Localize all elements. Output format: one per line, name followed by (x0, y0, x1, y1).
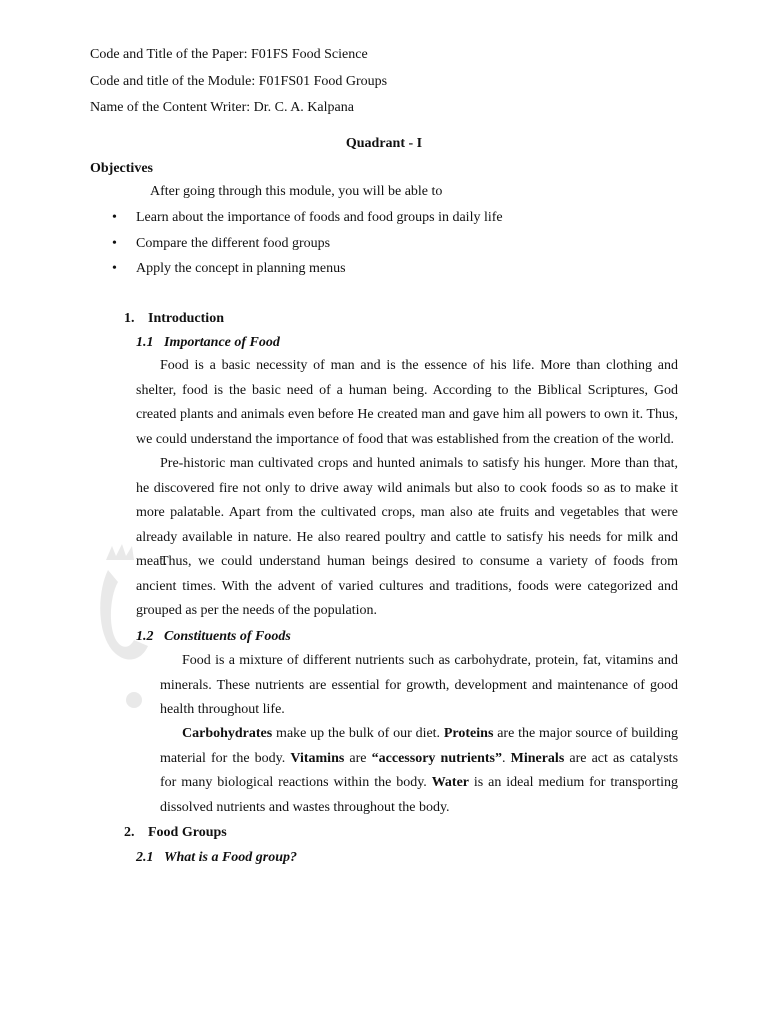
bullet-icon: • (112, 261, 117, 276)
term-water: Water (431, 775, 470, 791)
term-accessory-nutrients: “accessory nutrients” (371, 750, 502, 766)
term-minerals: Minerals (510, 750, 565, 766)
text-water: is an ideal medium for transporting dissolved nutrients and wastes throughout the body. (160, 775, 679, 815)
section-number: 1. (124, 311, 135, 326)
module-title-line: Code and title of the Module: F01FS01 Food Groups (90, 74, 388, 89)
section-title: Introduction (148, 311, 224, 326)
term-carbohydrates: Carbohydrates (182, 726, 273, 741)
bullet-icon: • (112, 236, 117, 251)
objective-item: Apply the concept in planning menus (136, 261, 346, 276)
objective-item: Compare the different food groups (136, 236, 331, 251)
text-carbohydrates: make up the bulk of our diet. (272, 726, 444, 741)
subsection-number: 1.1 (136, 335, 154, 350)
subsection-2-1-heading (136, 848, 297, 868)
subsection-number: 1.2 (136, 629, 154, 644)
term-vitamins: Vitamins (290, 750, 345, 766)
subsection-title: Importance of Food (164, 335, 280, 350)
objectives-intro: After going through this module, you will be able to (150, 184, 443, 199)
section-1-heading (124, 309, 224, 329)
section-2-heading (124, 823, 227, 843)
text-accessory: . (501, 750, 511, 766)
quadrant-heading: Quadrant - I (345, 136, 423, 151)
objective-item: Learn about the importance of foods and food groups in daily life (136, 210, 503, 225)
objectives-heading: Objectives (90, 161, 153, 176)
paragraph-importance-2: Pre-historic man cultivated crops and hunted animals to satisfy his hunger. More than that, he discovered fire not only to drive away wild animals but also to cook foods so as to make it more palatable. Apart from the cultivated crops, man also ate fruits and vegetables that were already available in nature. He also reared poultry and cattle to satisfy his needs for milk and meat. (136, 456, 678, 570)
bullet-icon: • (112, 210, 117, 225)
paragraph-constituents-1: Food is a mixture of different nutrients such as carbohydrate, protein, fat, vitamins and minerals. These nutrients are essential for growth, development and maintenance of good health throughout life. (160, 653, 678, 718)
term-proteins: Proteins (443, 726, 494, 741)
subsection-title: Constituents of Foods (164, 629, 291, 644)
subsection-1-2-heading (136, 627, 291, 647)
subsection-number: 2.1 (136, 850, 154, 865)
content-writer-line: Name of the Content Writer: Dr. C. A. Kalpana (90, 100, 354, 115)
paper-title-line: Code and Title of the Paper: F01FS Food Science (90, 47, 368, 62)
paragraph-importance-1: Food is a basic necessity of man and is the essence of his life. More than clothing and shelter, food is the basic need of a human being. According to the Biblical Scriptures, God created plants and animals even before He created man and gave him all powers to own it. Thus, we could understand the importance of food that was established from the creation of the world. (136, 358, 678, 447)
section-number: 2. (124, 825, 135, 840)
subsection-1-1-heading (136, 333, 280, 353)
section-title: Food Groups (148, 825, 227, 840)
text-minerals: are act as catalysts for many biological reactions within the body. (160, 750, 679, 791)
text-proteins: are the major source of building material for the body. (160, 726, 678, 766)
paragraph-constituents-2 (160, 722, 678, 820)
subsection-title: What is a Food group? (164, 850, 298, 865)
paragraph-importance-3: Thus, we could understand human beings desired to consume a variety of foods from ancient times. With the advent of varied cultures and traditions, foods were categorized and grouped as per the needs of the population. (136, 554, 678, 619)
text-vitamins: are (344, 750, 372, 766)
